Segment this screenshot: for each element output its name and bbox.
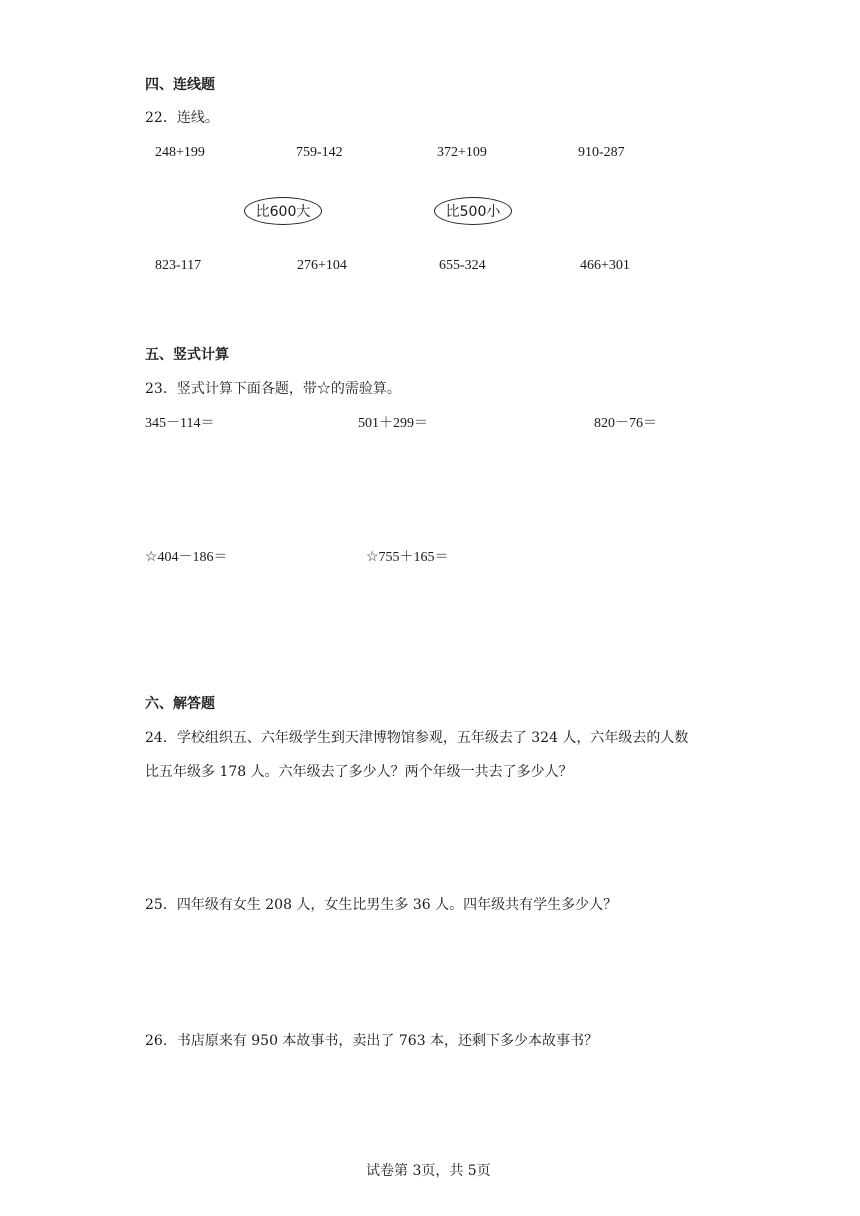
question-23-prompt: 23．竖式计算下面各题，带☆的需验算。 [145, 381, 401, 397]
bottom-expression-1: 823-117 [155, 258, 202, 273]
bottom-expression-2: 276+104 [297, 258, 347, 273]
oval-less-than-500: 比500小 [434, 197, 512, 225]
bottom-expression-4: 466+301 [580, 258, 630, 273]
bottom-expression-3: 655-324 [439, 258, 486, 273]
top-expression-4: 910-287 [578, 145, 625, 160]
top-expression-1: 248+199 [155, 145, 205, 160]
calc-problem-4-verify: ☆404－186＝ [145, 550, 228, 565]
section-5-heading: 五、竖式计算 [145, 347, 229, 363]
question-22-prompt: 22．连线。 [145, 110, 219, 126]
calc-problem-3: 820－76＝ [594, 416, 657, 431]
calc-problem-5-verify: ☆755＋165＝ [366, 550, 449, 565]
question-24-line-2: 比五年级多 178 人。六年级去了多少人？两个年级一共去了多少人？ [145, 764, 573, 780]
question-25: 25．四年级有女生 208 人，女生比男生多 36 人。四年级共有学生多少人？ [145, 897, 618, 913]
top-expression-3: 372+109 [437, 145, 487, 160]
section-4-heading: 四、连线题 [145, 77, 215, 93]
question-24-line-1: 24．学校组织五、六年级学生到天津博物馆参观，五年级去了 324 人，六年级去的人数 [145, 730, 689, 746]
question-26: 26．书店原来有 950 本故事书，卖出了 763 本，还剩下多少本故事书？ [145, 1033, 599, 1049]
oval-greater-than-600: 比600大 [244, 197, 322, 225]
page-footer: 试卷第 3页，共 5页 [366, 1163, 491, 1179]
calc-problem-2: 501＋299＝ [358, 416, 428, 431]
section-6-heading: 六、解答题 [145, 696, 215, 712]
calc-problem-1: 345－114＝ [145, 416, 215, 431]
top-expression-2: 759-142 [296, 145, 343, 160]
